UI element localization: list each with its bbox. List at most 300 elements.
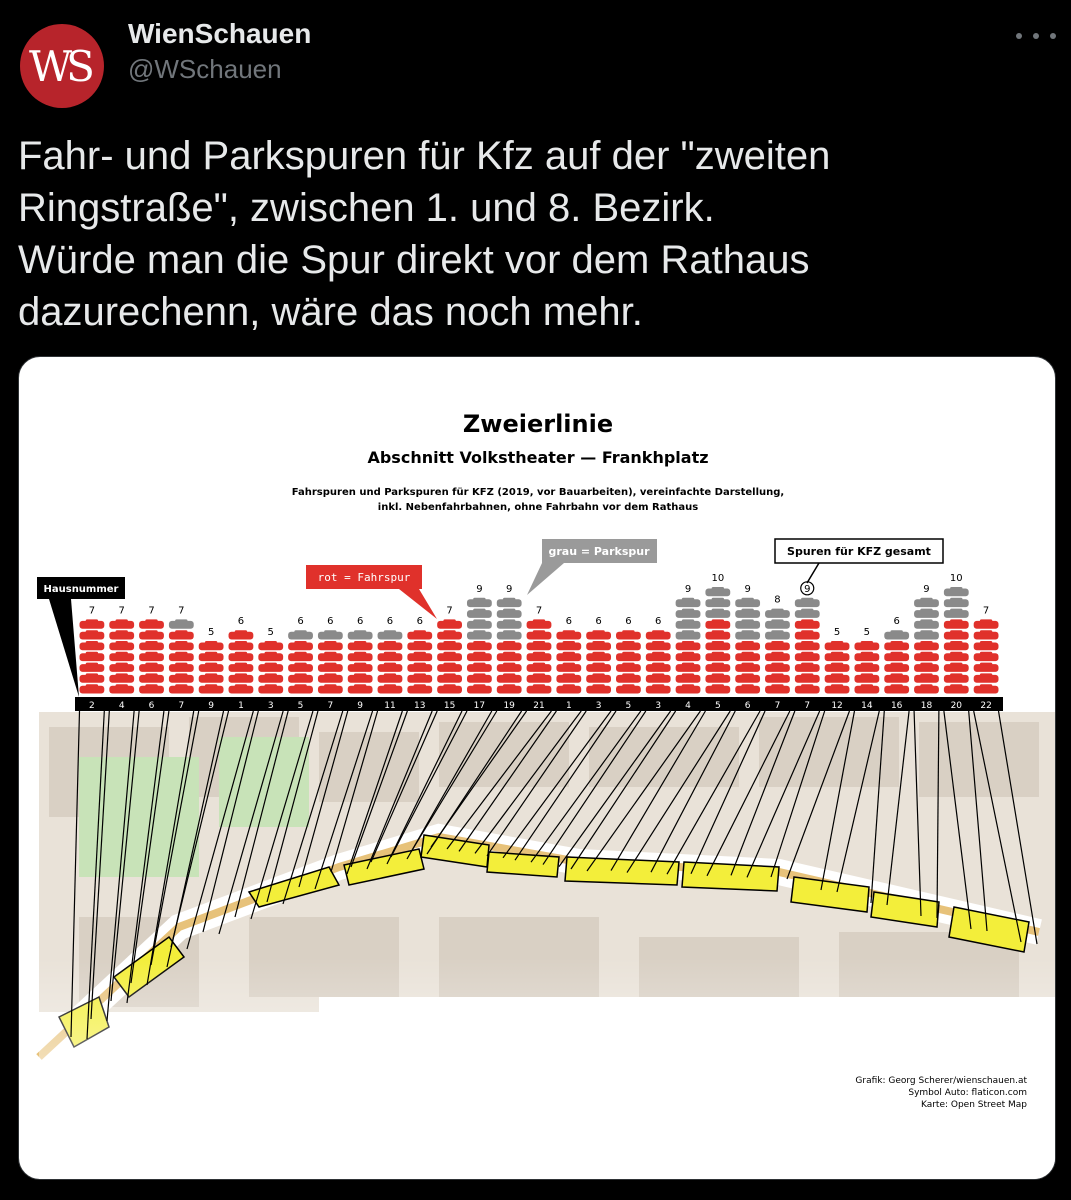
- car-roof: [980, 641, 992, 644]
- car-roof: [712, 619, 724, 622]
- car-roof: [354, 630, 366, 633]
- car-roof: [86, 663, 98, 666]
- car-roof: [116, 684, 128, 687]
- car-roof: [235, 630, 247, 633]
- total-label: 6: [356, 616, 364, 628]
- car-roof: [294, 630, 306, 633]
- car-roof: [861, 652, 873, 655]
- car-roof: [503, 641, 515, 644]
- car-roof: [443, 641, 455, 644]
- car-roof: [473, 641, 485, 644]
- car-roof: [235, 652, 247, 655]
- car-roof: [712, 684, 724, 687]
- car-roof: [384, 673, 396, 676]
- car-roof: [622, 663, 634, 666]
- car-roof: [533, 641, 545, 644]
- car-roof: [920, 641, 932, 644]
- car-roof: [533, 673, 545, 676]
- car-roof: [712, 641, 724, 644]
- car-roof: [354, 641, 366, 644]
- car-roof: [741, 630, 753, 633]
- total-label: 7: [88, 605, 96, 617]
- car-roof: [503, 630, 515, 633]
- car-roof: [324, 684, 336, 687]
- car-roof: [145, 673, 157, 676]
- car-roof: [682, 641, 694, 644]
- car-roof: [324, 673, 336, 676]
- car-roof: [86, 641, 98, 644]
- car-roof: [145, 619, 157, 622]
- car-roof: [741, 609, 753, 612]
- total-label: 6: [416, 616, 423, 628]
- car-roof: [443, 663, 455, 666]
- car-roof: [592, 663, 604, 666]
- car-roof: [652, 663, 664, 666]
- car-roof: [324, 663, 336, 666]
- total-label: 6: [237, 616, 245, 628]
- car-roof: [384, 641, 396, 644]
- car-roof: [175, 630, 187, 633]
- car-roof: [294, 663, 306, 666]
- car-roof: [503, 598, 515, 601]
- car-roof: [950, 598, 962, 601]
- car-roof: [473, 684, 485, 687]
- car-roof: [712, 587, 724, 590]
- car-roof: [980, 684, 992, 687]
- housenumber-label: 9: [208, 701, 214, 711]
- car-roof: [473, 663, 485, 666]
- car-roof: [145, 652, 157, 655]
- car-roof: [116, 663, 128, 666]
- graphic-description: inkl. Nebenfahrbahnen, ohne Fahrbahn vor dem Rathaus: [377, 502, 699, 513]
- car-roof: [324, 630, 336, 633]
- housenumber-label: 5: [625, 701, 632, 711]
- car-roof: [265, 673, 277, 676]
- housenumber-label: 5: [297, 701, 304, 711]
- car-roof: [235, 673, 247, 676]
- car-roof: [741, 663, 753, 666]
- car-roof: [771, 652, 783, 655]
- more-options-icon[interactable]: [1016, 26, 1056, 46]
- housenumber-label: 4: [685, 701, 691, 711]
- car-roof: [741, 598, 753, 601]
- car-roof: [533, 630, 545, 633]
- car-roof: [920, 598, 932, 601]
- car-roof: [801, 630, 813, 633]
- car-roof: [622, 673, 634, 676]
- map-background: [39, 712, 1056, 1180]
- car-roof: [235, 641, 247, 644]
- car-roof: [414, 684, 426, 687]
- car-roof: [205, 663, 217, 666]
- car-roof: [175, 652, 187, 655]
- total-label: 9: [923, 583, 930, 595]
- car-roof: [622, 684, 634, 687]
- housenumber-label: 11: [384, 701, 396, 711]
- car-roof: [682, 619, 694, 622]
- car-roof: [443, 673, 455, 676]
- housenumber-label: 13: [414, 701, 426, 711]
- graphic-description: Fahrspuren und Parkspuren für KFZ (2019, vor Bauarbeiten), vereinfachte Darstellung,: [291, 487, 785, 498]
- housenumber-label: 7: [804, 701, 811, 711]
- car-roof: [235, 684, 247, 687]
- car-roof: [622, 641, 634, 644]
- car-roof: [503, 652, 515, 655]
- car-roof: [503, 673, 515, 676]
- car-roof: [145, 663, 157, 666]
- total-label: 5: [267, 627, 274, 638]
- housenumber-label: 7: [178, 701, 185, 711]
- car-roof: [950, 652, 962, 655]
- total-label: 5: [207, 627, 215, 638]
- car-roof: [473, 652, 485, 655]
- car-roof: [920, 663, 932, 666]
- total-label: 6: [327, 616, 334, 628]
- car-roof: [712, 609, 724, 612]
- callout-gesamt: [775, 539, 943, 583]
- housenumber-label: 7: [774, 701, 781, 711]
- car-roof: [801, 641, 813, 644]
- car-roof: [741, 673, 753, 676]
- total-label: 7: [535, 605, 543, 617]
- car-roof: [533, 652, 545, 655]
- car-roof: [682, 673, 694, 676]
- housenumber-label: 7: [327, 701, 334, 711]
- car-roof: [801, 609, 813, 612]
- car-roof: [712, 630, 724, 633]
- car-roof: [861, 641, 873, 644]
- callout-parkspur: [527, 539, 657, 595]
- car-roof: [563, 663, 575, 666]
- car-roof: [771, 630, 783, 633]
- car-roof: [533, 619, 545, 622]
- total-label: 6: [565, 616, 572, 628]
- car-roof: [771, 609, 783, 612]
- car-roof: [592, 684, 604, 687]
- car-roof: [861, 673, 873, 676]
- housenumber-label: 17: [473, 701, 486, 711]
- housenumber-label: 2: [89, 701, 95, 711]
- car-roof: [145, 641, 157, 644]
- car-roof: [294, 641, 306, 644]
- housenumber-label: 4: [118, 701, 125, 711]
- avatar[interactable]: [20, 24, 104, 108]
- car-roof: [86, 619, 98, 622]
- car-roof: [563, 673, 575, 676]
- car-roof: [265, 663, 277, 666]
- car-roof: [920, 652, 932, 655]
- housenumber-label: 12: [831, 701, 843, 711]
- housenumber-label: 1: [238, 701, 244, 711]
- credit-symbol: Symbol Auto: flaticon.com: [908, 1088, 1027, 1098]
- car-roof: [235, 663, 247, 666]
- car-roof: [831, 663, 843, 666]
- avatar-logo: WS: [29, 41, 89, 91]
- housenumber-label: 3: [655, 701, 662, 711]
- car-roof: [771, 673, 783, 676]
- zweierlinie-graphic: [19, 357, 1056, 1180]
- car-roof: [592, 673, 604, 676]
- housenumber-label: 16: [890, 701, 903, 711]
- car-roof: [86, 652, 98, 655]
- car-roof: [682, 609, 694, 612]
- tweet-line: Würde man die Spur direkt vor dem Rathaus: [18, 238, 810, 282]
- car-roof: [205, 684, 217, 687]
- car-roof: [592, 641, 604, 644]
- car-roof: [503, 609, 515, 612]
- car-roof: [473, 630, 485, 633]
- car-roof: [563, 641, 575, 644]
- total-label: 6: [595, 616, 602, 628]
- tweet-line: Ringstraße", zwischen 1. und 8. Bezirk.: [18, 186, 715, 230]
- car-roof: [712, 652, 724, 655]
- car-roof: [801, 673, 813, 676]
- car-roof: [354, 663, 366, 666]
- car-roof: [682, 652, 694, 655]
- car-roof: [294, 652, 306, 655]
- total-label: 7: [178, 605, 185, 617]
- car-roof: [503, 684, 515, 687]
- car-roof: [622, 652, 634, 655]
- car-roof: [324, 641, 336, 644]
- housenumber-label: 22: [980, 701, 992, 711]
- car-roof: [384, 684, 396, 687]
- car-roof: [801, 652, 813, 655]
- car-roof: [801, 619, 813, 622]
- total-label: 6: [893, 616, 900, 628]
- car-roof: [831, 673, 843, 676]
- car-roof: [592, 652, 604, 655]
- car-roof: [414, 673, 426, 676]
- car-roof: [354, 684, 366, 687]
- author-name[interactable]: WienSchauen: [128, 18, 312, 49]
- car-roof: [563, 652, 575, 655]
- car-roof: [950, 673, 962, 676]
- car-roof: [116, 619, 128, 622]
- total-label: 10: [711, 573, 725, 584]
- car-roof: [384, 652, 396, 655]
- car-roof: [771, 641, 783, 644]
- car-roof: [682, 598, 694, 601]
- car-roof: [384, 630, 396, 633]
- car-roof: [116, 652, 128, 655]
- tweet-text: [18, 130, 1048, 338]
- car-roof: [294, 673, 306, 676]
- total-label: 8: [774, 594, 781, 606]
- car-roof: [950, 630, 962, 633]
- total-label: 5: [863, 627, 871, 638]
- car-roof: [563, 630, 575, 633]
- car-roof: [473, 609, 485, 612]
- car-roof: [771, 684, 783, 687]
- car-roof: [116, 641, 128, 644]
- car-roof: [86, 673, 98, 676]
- label-hausnummer: Hausnummer: [43, 584, 119, 595]
- car-roof: [533, 684, 545, 687]
- car-roof: [443, 630, 455, 633]
- total-label: 6: [386, 616, 394, 628]
- car-roof: [265, 641, 277, 644]
- tweet-line: Fahr- und Parkspuren für Kfz auf der "zweiten: [18, 134, 831, 178]
- car-roof: [503, 663, 515, 666]
- car-roof: [890, 684, 902, 687]
- car-roof: [443, 652, 455, 655]
- credit-grafik: Grafik: Georg Scherer/wienschauen.at: [855, 1076, 1027, 1086]
- car-roof: [741, 641, 753, 644]
- car-roof: [801, 684, 813, 687]
- car-roof: [861, 684, 873, 687]
- label-parkspur: grau = Parkspur: [548, 545, 650, 558]
- car-roof: [980, 673, 992, 676]
- car-roof: [533, 663, 545, 666]
- car-roof: [86, 684, 98, 687]
- car-roof: [145, 684, 157, 687]
- car-roof: [622, 630, 634, 633]
- car-roof: [175, 663, 187, 666]
- car-roof: [473, 673, 485, 676]
- car-roof: [682, 630, 694, 633]
- car-roof: [652, 673, 664, 676]
- total-label: 9: [506, 583, 513, 595]
- car-roof: [920, 630, 932, 633]
- car-roof: [712, 598, 724, 601]
- housenumber-label: 19: [503, 701, 515, 711]
- total-label: 7: [148, 605, 155, 617]
- car-roof: [175, 641, 187, 644]
- car-roof: [950, 609, 962, 612]
- car-roof: [831, 641, 843, 644]
- housenumber-label: 1: [565, 701, 572, 711]
- car-roof: [771, 663, 783, 666]
- car-roof: [175, 673, 187, 676]
- credit-karte: Karte: Open Street Map: [920, 1100, 1027, 1110]
- car-roof: [205, 641, 217, 644]
- car-roof: [920, 609, 932, 612]
- car-roof: [741, 619, 753, 622]
- car-roof: [831, 684, 843, 687]
- housenumber-label: 3: [595, 701, 602, 711]
- car-roof: [801, 663, 813, 666]
- car-roof: [563, 684, 575, 687]
- housenumber-label: 14: [861, 701, 873, 711]
- car-roof: [712, 663, 724, 666]
- car-roof: [443, 619, 455, 622]
- car-roof: [175, 684, 187, 687]
- car-roof: [205, 652, 217, 655]
- total-label: 7: [118, 605, 125, 617]
- car-roof: [652, 641, 664, 644]
- car-roof: [741, 652, 753, 655]
- car-roof: [652, 630, 664, 633]
- label-fahrspur: rot = Fahrspur: [317, 571, 411, 584]
- car-roof: [980, 652, 992, 655]
- car-roof: [890, 663, 902, 666]
- car-roof: [592, 630, 604, 633]
- car-roof: [950, 641, 962, 644]
- car-roof: [890, 673, 902, 676]
- car-roof: [682, 663, 694, 666]
- author-handle[interactable]: @WSchauen: [128, 54, 282, 84]
- car-roof: [950, 663, 962, 666]
- car-roof: [354, 673, 366, 676]
- car-roof: [145, 630, 157, 633]
- car-roof: [324, 652, 336, 655]
- housenumber-label: 5: [714, 701, 721, 711]
- car-roof: [980, 619, 992, 622]
- car-roof: [473, 619, 485, 622]
- car-roof: [473, 598, 485, 601]
- car-roof: [801, 598, 813, 601]
- car-roof: [980, 663, 992, 666]
- car-roof: [205, 673, 217, 676]
- total-label: 7: [982, 605, 990, 617]
- car-roof: [414, 652, 426, 655]
- car-roof: [861, 663, 873, 666]
- total-label: 7: [446, 605, 453, 617]
- total-label: 5: [833, 627, 841, 638]
- car-roof: [920, 673, 932, 676]
- total-label: 9: [804, 583, 811, 595]
- car-roof: [652, 684, 664, 687]
- car-roof: [950, 684, 962, 687]
- housenumber-label: 6: [744, 701, 751, 711]
- car-roof: [980, 630, 992, 633]
- car-roof: [86, 630, 98, 633]
- car-roof: [414, 641, 426, 644]
- car-roof: [652, 652, 664, 655]
- car-roof: [116, 630, 128, 633]
- car-roof: [265, 652, 277, 655]
- car-roof: [384, 663, 396, 666]
- graphic-subtitle: Abschnitt Volkstheater — Frankhplatz: [367, 448, 709, 467]
- total-label: 6: [655, 616, 662, 628]
- car-roof: [741, 684, 753, 687]
- car-roof: [414, 663, 426, 666]
- total-label: 9: [744, 583, 751, 595]
- total-label: 9: [684, 583, 692, 595]
- label-gesamt: Spuren für KFZ gesamt: [787, 545, 931, 558]
- housenumber-label: 9: [357, 701, 364, 711]
- car-roof: [890, 641, 902, 644]
- tweet-line: dazurechenn, wäre das noch mehr.: [18, 290, 643, 334]
- lane-chart: [80, 573, 999, 694]
- housenumber-label: 6: [148, 701, 155, 711]
- car-roof: [712, 673, 724, 676]
- car-roof: [682, 684, 694, 687]
- car-roof: [831, 652, 843, 655]
- car-roof: [950, 587, 962, 590]
- car-roof: [265, 684, 277, 687]
- car-roof: [443, 684, 455, 687]
- car-roof: [354, 652, 366, 655]
- housenumber-label: 15: [443, 701, 456, 711]
- total-label: 9: [476, 583, 483, 595]
- car-roof: [294, 684, 306, 687]
- car-roof: [920, 619, 932, 622]
- total-label: 6: [625, 616, 632, 628]
- car-roof: [890, 652, 902, 655]
- car-roof: [771, 619, 783, 622]
- housenumber-label: 3: [267, 701, 274, 711]
- housenumber-label: 20: [950, 701, 963, 711]
- tweet-image[interactable]: [18, 356, 1056, 1180]
- total-label: 6: [297, 616, 304, 628]
- car-roof: [890, 630, 902, 633]
- car-roof: [175, 619, 187, 622]
- car-roof: [950, 619, 962, 622]
- graphic-title: Zweierlinie: [462, 410, 614, 438]
- car-roof: [503, 619, 515, 622]
